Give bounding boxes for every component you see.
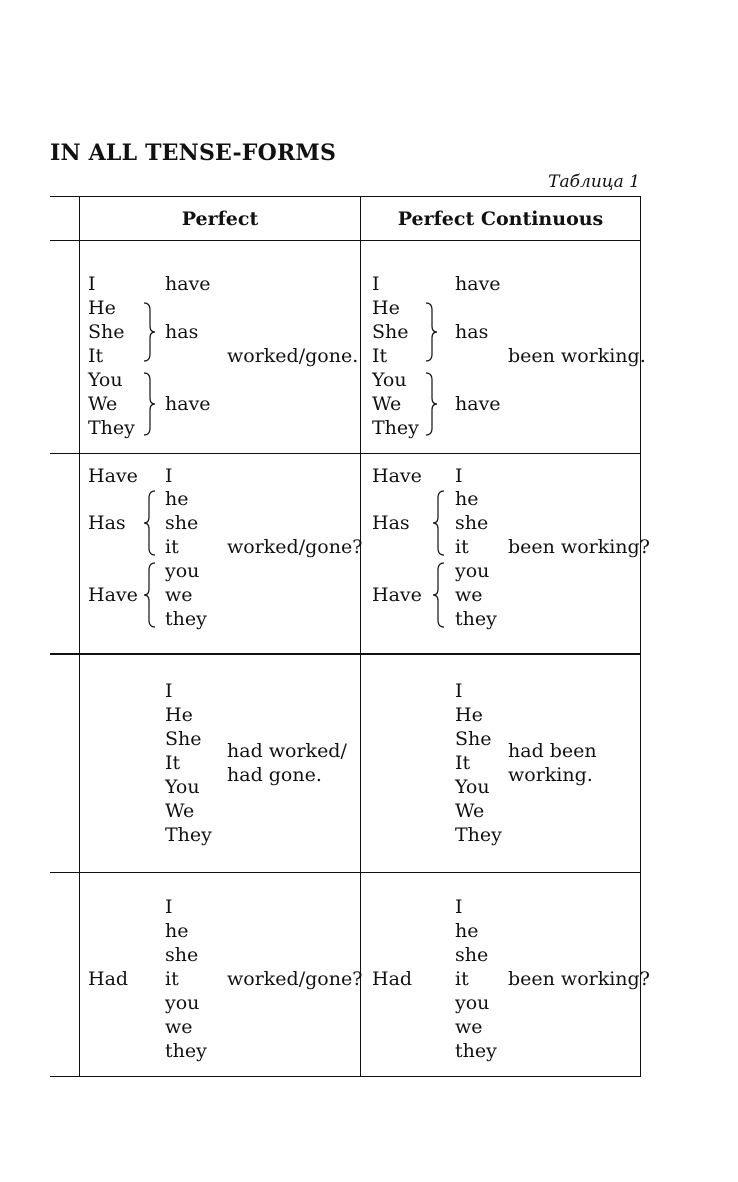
auxiliary-verb: Have <box>88 584 138 606</box>
page-title: IN ALL TENSE-FORMS <box>50 140 337 166</box>
right-brace-icon <box>424 372 438 436</box>
row-divider-1 <box>50 453 640 454</box>
left-brace-icon <box>432 490 446 556</box>
pronoun: He <box>455 704 483 726</box>
pronoun: they <box>165 1040 207 1062</box>
pronoun: She <box>372 321 409 343</box>
auxiliary-verb: have <box>455 273 501 295</box>
auxiliary-verb: Have <box>372 465 422 487</box>
pronoun: You <box>455 776 490 798</box>
auxiliary-verb: Has <box>88 512 126 534</box>
pronoun: I <box>455 680 463 702</box>
pronoun: You <box>372 369 407 391</box>
verb-form-line: had worked/ <box>227 740 347 762</box>
auxiliary-verb: Have <box>372 584 422 606</box>
pronoun: we <box>165 584 193 606</box>
pronoun: we <box>455 1016 483 1038</box>
pronoun: She <box>165 728 202 750</box>
pronoun: he <box>455 920 479 942</box>
pronoun: He <box>165 704 193 726</box>
row-divider-2 <box>50 653 640 655</box>
pronoun: you <box>455 560 490 582</box>
pronoun: I <box>88 273 96 295</box>
column-divider-middle <box>360 196 361 1077</box>
auxiliary-verb: have <box>455 393 501 415</box>
pronoun: she <box>165 512 199 534</box>
pronoun: I <box>165 465 173 487</box>
pronoun: It <box>88 345 104 367</box>
verb-form: been working? <box>508 536 650 558</box>
verb-form: worked/gone? <box>227 536 363 558</box>
pronoun: she <box>165 944 199 966</box>
pronoun: you <box>455 992 490 1014</box>
pronoun: it <box>165 968 179 990</box>
pronoun: he <box>165 920 189 942</box>
pronoun: I <box>165 896 173 918</box>
table-top-border <box>50 196 640 197</box>
column-divider-right <box>640 196 641 1077</box>
row-divider-3 <box>50 872 640 873</box>
pronoun: they <box>455 608 497 630</box>
pronoun: She <box>455 728 492 750</box>
pronoun: she <box>455 512 489 534</box>
pronoun: they <box>165 608 207 630</box>
left-brace-icon <box>143 562 157 628</box>
pronoun: We <box>372 393 402 415</box>
pronoun: it <box>165 536 179 558</box>
pronoun: I <box>372 273 380 295</box>
pronoun: They <box>372 417 419 439</box>
pronoun: It <box>165 752 181 774</box>
right-brace-icon <box>424 302 438 362</box>
pronoun: she <box>455 944 489 966</box>
pronoun: You <box>88 369 123 391</box>
auxiliary-verb: have <box>165 273 211 295</box>
column-divider-left <box>79 196 80 1077</box>
pronoun: It <box>455 752 471 774</box>
left-brace-icon <box>143 490 157 556</box>
verb-form: worked/gone. <box>227 345 359 367</box>
pronoun: it <box>455 968 469 990</box>
pronoun: it <box>455 536 469 558</box>
auxiliary-verb: has <box>455 321 489 343</box>
header-perfect-continuous: Perfect Continuous <box>397 208 604 230</box>
table-caption: Таблица 1 <box>548 172 640 192</box>
pronoun: He <box>88 297 116 319</box>
auxiliary-verb: have <box>165 393 211 415</box>
pronoun: you <box>165 992 200 1014</box>
right-brace-icon <box>142 372 156 436</box>
pronoun: I <box>455 465 463 487</box>
pronoun: you <box>165 560 200 582</box>
pronoun: he <box>455 488 479 510</box>
pronoun: We <box>88 393 118 415</box>
right-brace-icon <box>142 302 156 362</box>
pronoun: We <box>455 800 485 822</box>
pronoun: She <box>88 321 125 343</box>
verb-form-line: had gone. <box>227 764 322 786</box>
auxiliary-verb: Had <box>372 968 413 990</box>
verb-form: worked/gone? <box>227 968 363 990</box>
header-divider <box>50 240 640 241</box>
pronoun: He <box>372 297 400 319</box>
auxiliary-verb: has <box>165 321 199 343</box>
verb-form-line: had been <box>508 740 597 762</box>
pronoun: It <box>372 345 388 367</box>
pronoun: They <box>88 417 135 439</box>
verb-form-line: working. <box>508 764 593 786</box>
left-brace-icon <box>432 562 446 628</box>
pronoun: I <box>455 896 463 918</box>
pronoun: They <box>455 824 502 846</box>
pronoun: I <box>165 680 173 702</box>
verb-form: been working. <box>508 345 646 367</box>
pronoun: we <box>455 584 483 606</box>
pronoun: You <box>165 776 200 798</box>
pronoun: they <box>455 1040 497 1062</box>
table-bottom-border <box>50 1076 640 1077</box>
auxiliary-verb: Have <box>88 465 138 487</box>
auxiliary-verb: Had <box>88 968 129 990</box>
verb-form: been working? <box>508 968 650 990</box>
header-perfect: Perfect <box>181 208 259 230</box>
pronoun: We <box>165 800 195 822</box>
pronoun: They <box>165 824 212 846</box>
pronoun: he <box>165 488 189 510</box>
pronoun: we <box>165 1016 193 1038</box>
auxiliary-verb: Has <box>372 512 410 534</box>
